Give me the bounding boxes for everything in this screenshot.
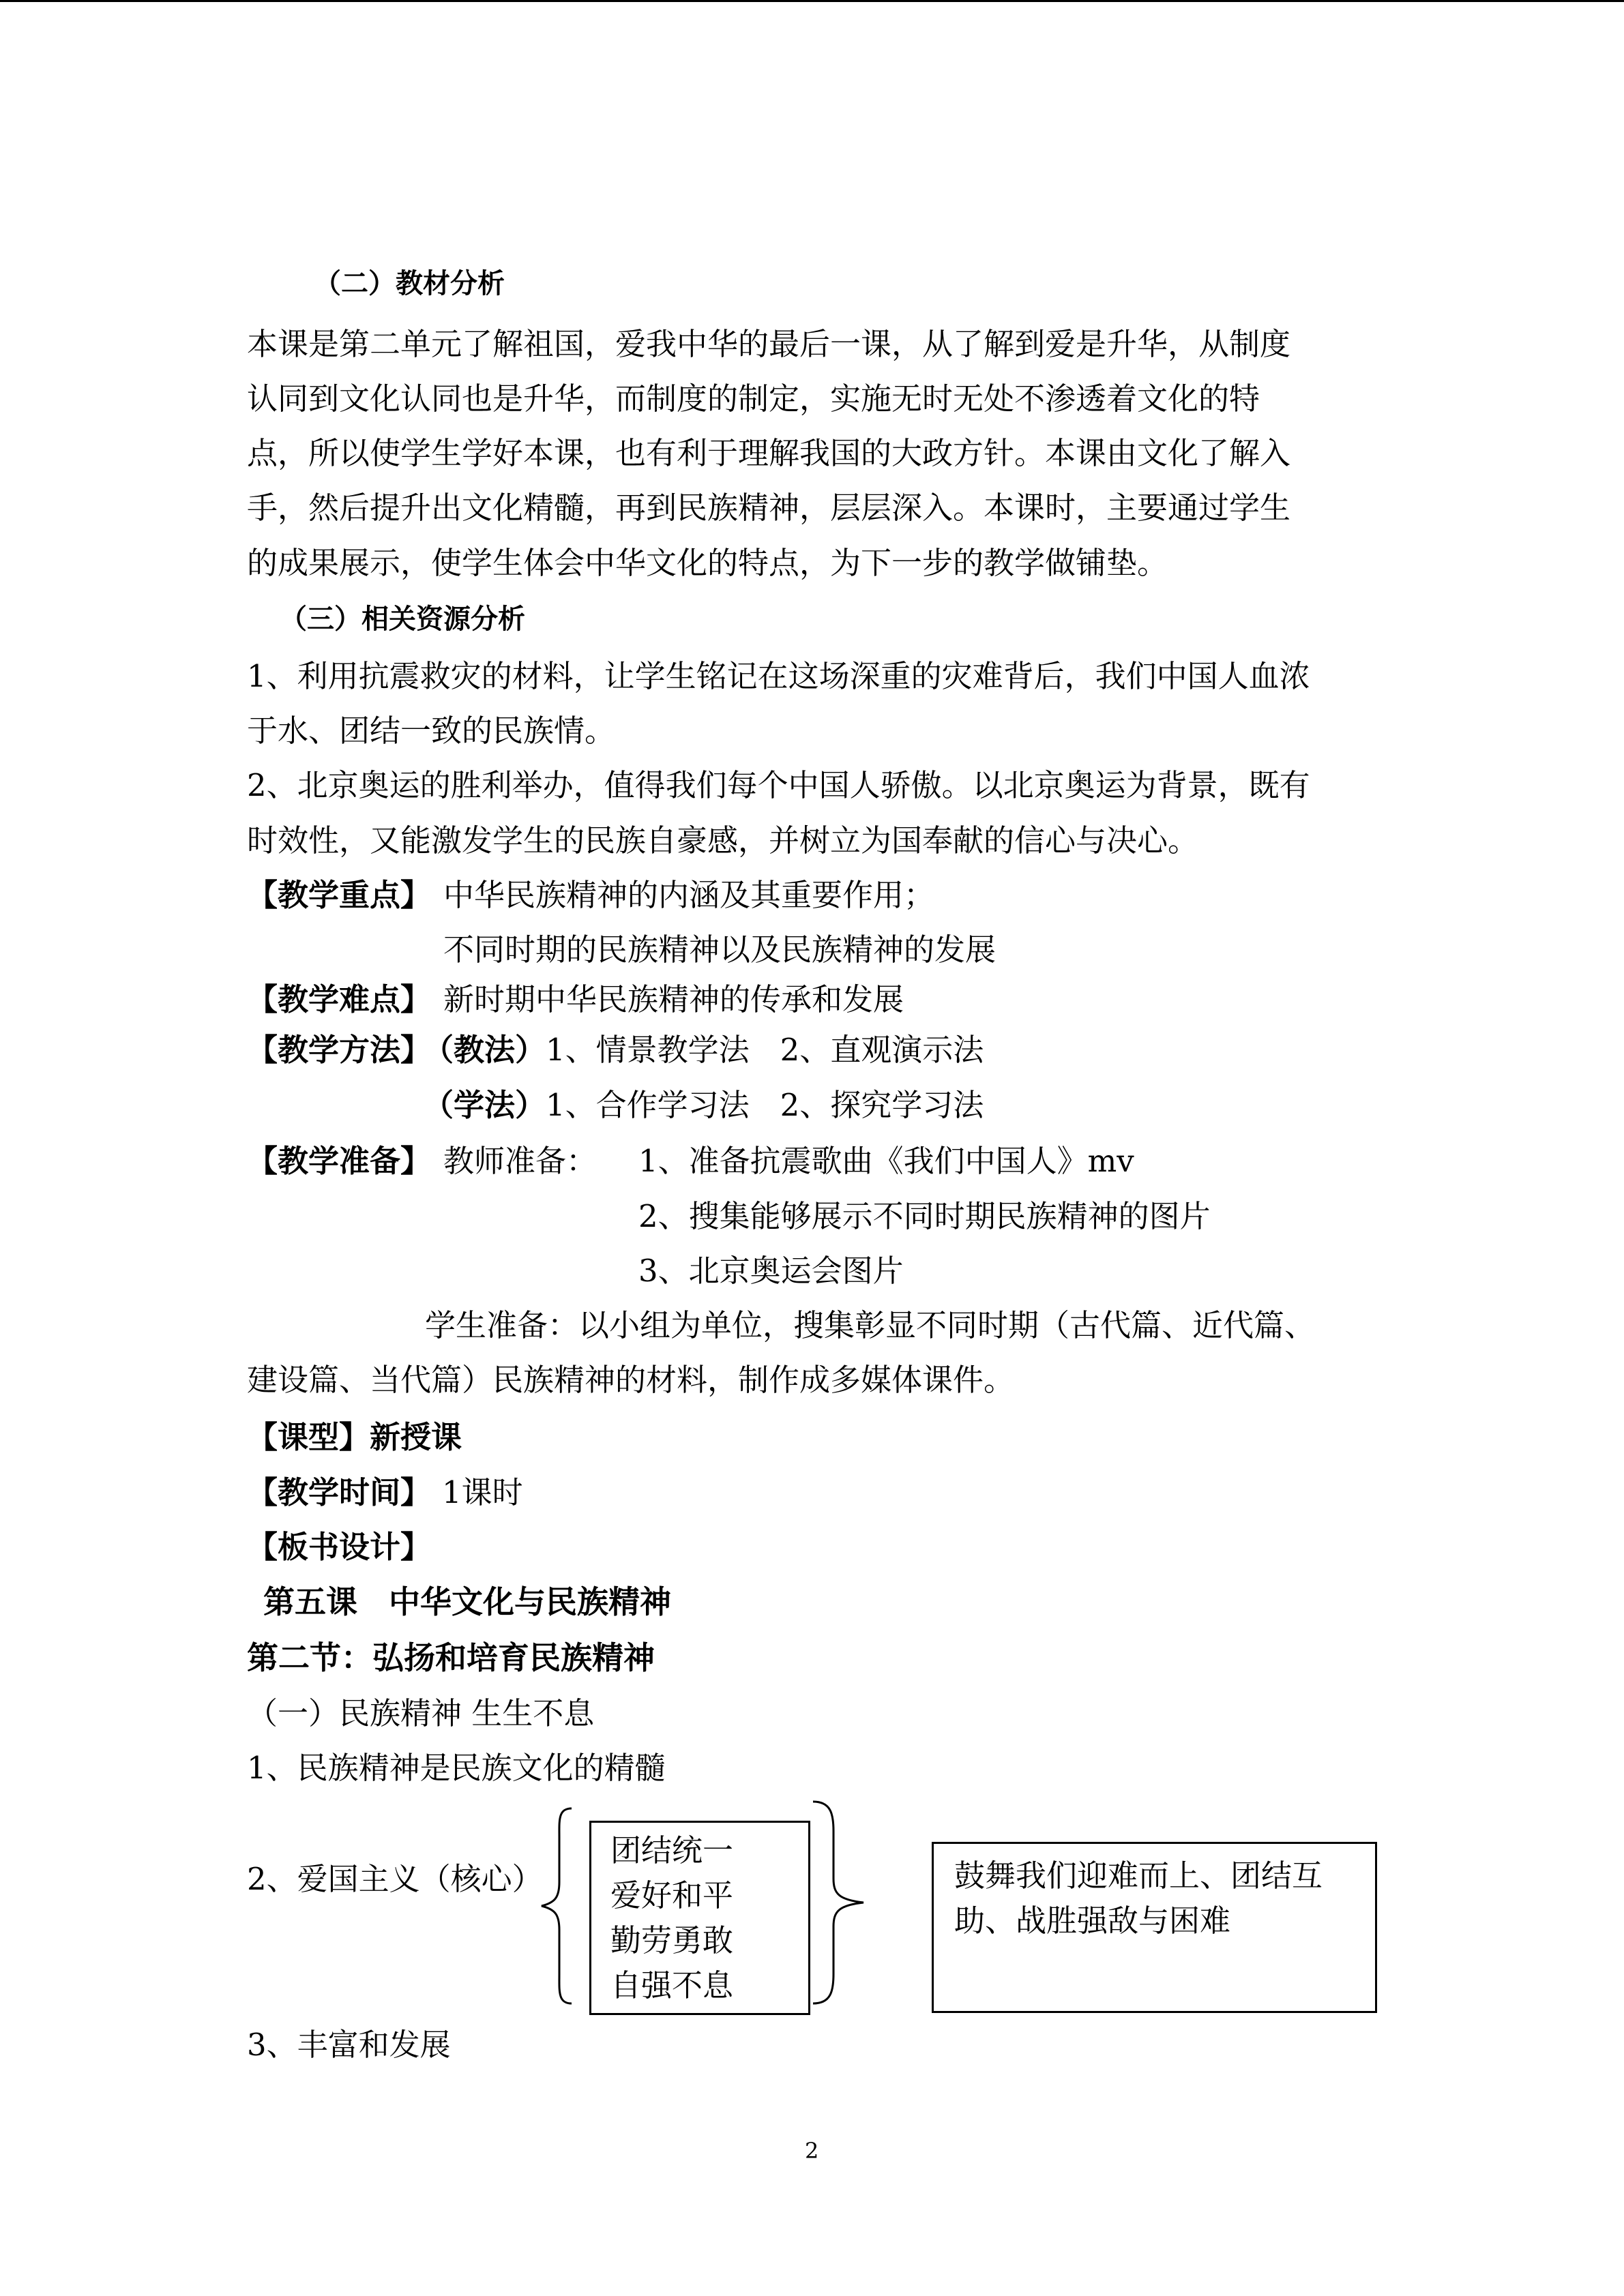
page-number: 2	[805, 2138, 819, 2164]
spirit-effect-box	[932, 1842, 1377, 2013]
student-preparation-line: 学生准备：以小组为单位，搜集彰显不同时期（古代篇、近代篇、	[425, 1307, 1316, 1343]
paragraph-line: 认同到文化认同也是升华，而制度的制定，实施无时无处不渗透着文化的特	[247, 381, 1260, 417]
teacher-preparation-item: 2、搜集能够展示不同时期民族精神的图片	[638, 1198, 1211, 1234]
key-points-line: 中华民族精神的内涵及其重要作用；	[443, 877, 935, 913]
teacher-preparation-item: 3、北京奥运会图片	[638, 1253, 904, 1289]
board-item-1: 1、民族精神是民族文化的精髓	[247, 1750, 666, 1786]
paragraph-line: 本课是第二单元了解祖国，爱我中华的最后一课，从了解到爱是升华，从制度	[247, 326, 1291, 362]
paragraph-line: 于水、团结一致的民族情。	[247, 713, 616, 749]
teaching-method-label: （教法）	[423, 1032, 546, 1068]
teacher-preparation-label: 教师准备：	[443, 1143, 597, 1179]
key-points-label: 【教学重点】	[247, 877, 432, 913]
learning-method-text: 1、合作学习法 2、探究学习法	[546, 1087, 984, 1123]
paragraph-line: 的成果展示，使学生体会中华文化的特点，为下一步的教学做铺垫。	[247, 545, 1168, 581]
board-lesson-title: 第五课 中华文化与民族精神	[263, 1583, 671, 1620]
board-design-label: 【板书设计】	[247, 1529, 432, 1565]
spirit-content-text: 爱好和平	[610, 1877, 734, 1913]
lesson-time-label: 【教学时间】	[247, 1474, 432, 1510]
lesson-type: 【课型】新授课	[247, 1419, 462, 1455]
paragraph-line: 手，然后提升出文化精髓，再到民族精神，层层深入。本课时，主要通过学生	[247, 490, 1291, 526]
paragraph-line: 点，所以使学生学好本课，也有利于理解我国的大政方针。本课由文化了解入	[247, 435, 1291, 471]
spirit-content-text: 勤劳勇敢	[610, 1922, 734, 1958]
methods-label: 【教学方法】	[247, 1032, 432, 1068]
spirit-content-text: 团结统一	[610, 1832, 734, 1868]
spirit-content-box	[589, 1821, 810, 2015]
board-item-3: 3、丰富和发展	[247, 2027, 451, 2063]
paragraph-line: 时效性，又能激发学生的民族自豪感，并树立为国奉献的信心与决心。	[247, 822, 1199, 859]
spirit-effect-text: 助、战胜强敌与困难	[954, 1903, 1231, 1939]
spirit-content-text: 自强不息	[610, 1967, 734, 2003]
student-preparation-line: 建设篇、当代篇）民族精神的材料，制作成多媒体课件。	[247, 1362, 1015, 1398]
key-points-line: 不同时期的民族精神以及民族精神的发展	[443, 931, 996, 968]
lesson-time-value: 1课时	[442, 1474, 523, 1510]
teaching-method-text: 1、情景教学法 2、直观演示法	[546, 1032, 984, 1068]
preparation-label: 【教学准备】	[247, 1143, 432, 1179]
section-heading-resource-analysis: （三）相关资源分析	[280, 603, 525, 635]
learning-method-label: （学法）	[423, 1087, 546, 1123]
spirit-effect-text: 鼓舞我们迎难而上、团结互	[954, 1858, 1323, 1894]
top-border-line	[0, 0, 1624, 2]
board-section-title: 第二节：弘扬和培育民族精神	[247, 1639, 655, 1676]
board-point-1: （一）民族精神 生生不息	[247, 1695, 595, 1731]
paragraph-line: 1、利用抗震救灾的材料，让学生铭记在这场深重的灾难背后，我们中国人血浓	[247, 658, 1310, 694]
difficulty-text: 新时期中华民族精神的传承和发展	[443, 981, 904, 1017]
section-heading-textbook-analysis: （二）教材分析	[314, 267, 505, 299]
right-brace	[812, 1800, 866, 2005]
teacher-preparation-item: 1、准备抗震歌曲《我们中国人》mv	[638, 1143, 1134, 1179]
left-brace	[539, 1807, 580, 2005]
difficulty-label: 【教学难点】	[247, 981, 432, 1017]
board-item-2: 2、爱国主义（核心）	[247, 1861, 543, 1897]
paragraph-line: 2、北京奥运的胜利举办，值得我们每个中国人骄傲。以北京奥运为背景，既有	[247, 767, 1310, 803]
